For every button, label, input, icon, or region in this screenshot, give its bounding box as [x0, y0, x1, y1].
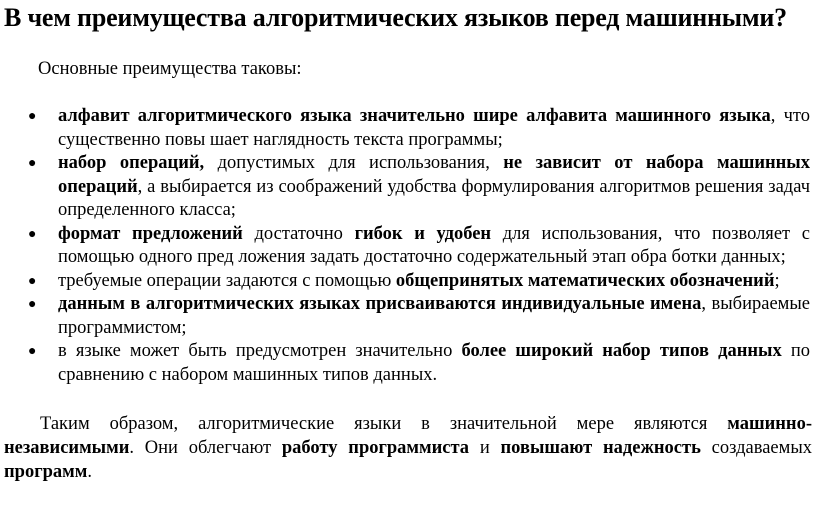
bullet-icon: ●: [28, 344, 37, 359]
bullet-icon: ●: [28, 273, 37, 289]
bullet-icon: ●: [28, 156, 37, 171]
list-item: ● в языке может быть предусмотрен значительно более широкий набор типов данных по сравнению с набором машинных типов данных.: [28, 341, 810, 385]
list-item: ● требуемые операции задаются с помощью общепринятых математических обозначений;: [58, 270, 812, 294]
bullet-icon: ●: [28, 226, 37, 242]
intro-text: Основные преимущества таковы:: [38, 59, 302, 79]
advantages-list: [4, 105, 812, 387]
bullet-icon: ●: [28, 297, 37, 312]
page-title: В чем преимущества алгоритмических языков перед машинными?: [4, 3, 787, 32]
conclusion-paragraph: Таким образом, алгоритмические языки в значительной мере являются машинно-независимыми. Они облегчают работу программиста и повышают надежность создаваемых программ.: [4, 414, 813, 482]
list-item: ● данным в алгоритмических языках присваиваются индивидуальные имена, выбираемые программистом;: [28, 294, 811, 338]
list-item: ● формат предложений достаточно гибок и удобен для использования, что позволяет с помощью одного пред ложения задать достаточно содержательный этап обра ботки данных;: [28, 223, 810, 267]
list-item: ● набор операций, допустимых для использования, не зависит от набора машинных операций, а выбирается из соображений удобства формулирования алгоритмов решения задач определенного класса;: [28, 153, 811, 220]
bullet-icon: ●: [28, 109, 37, 124]
list-item: ● алфавит алгоритмического языка значительно шире алфавита машинного языка, что существенно повы шает наглядность текста программы;: [28, 106, 810, 150]
